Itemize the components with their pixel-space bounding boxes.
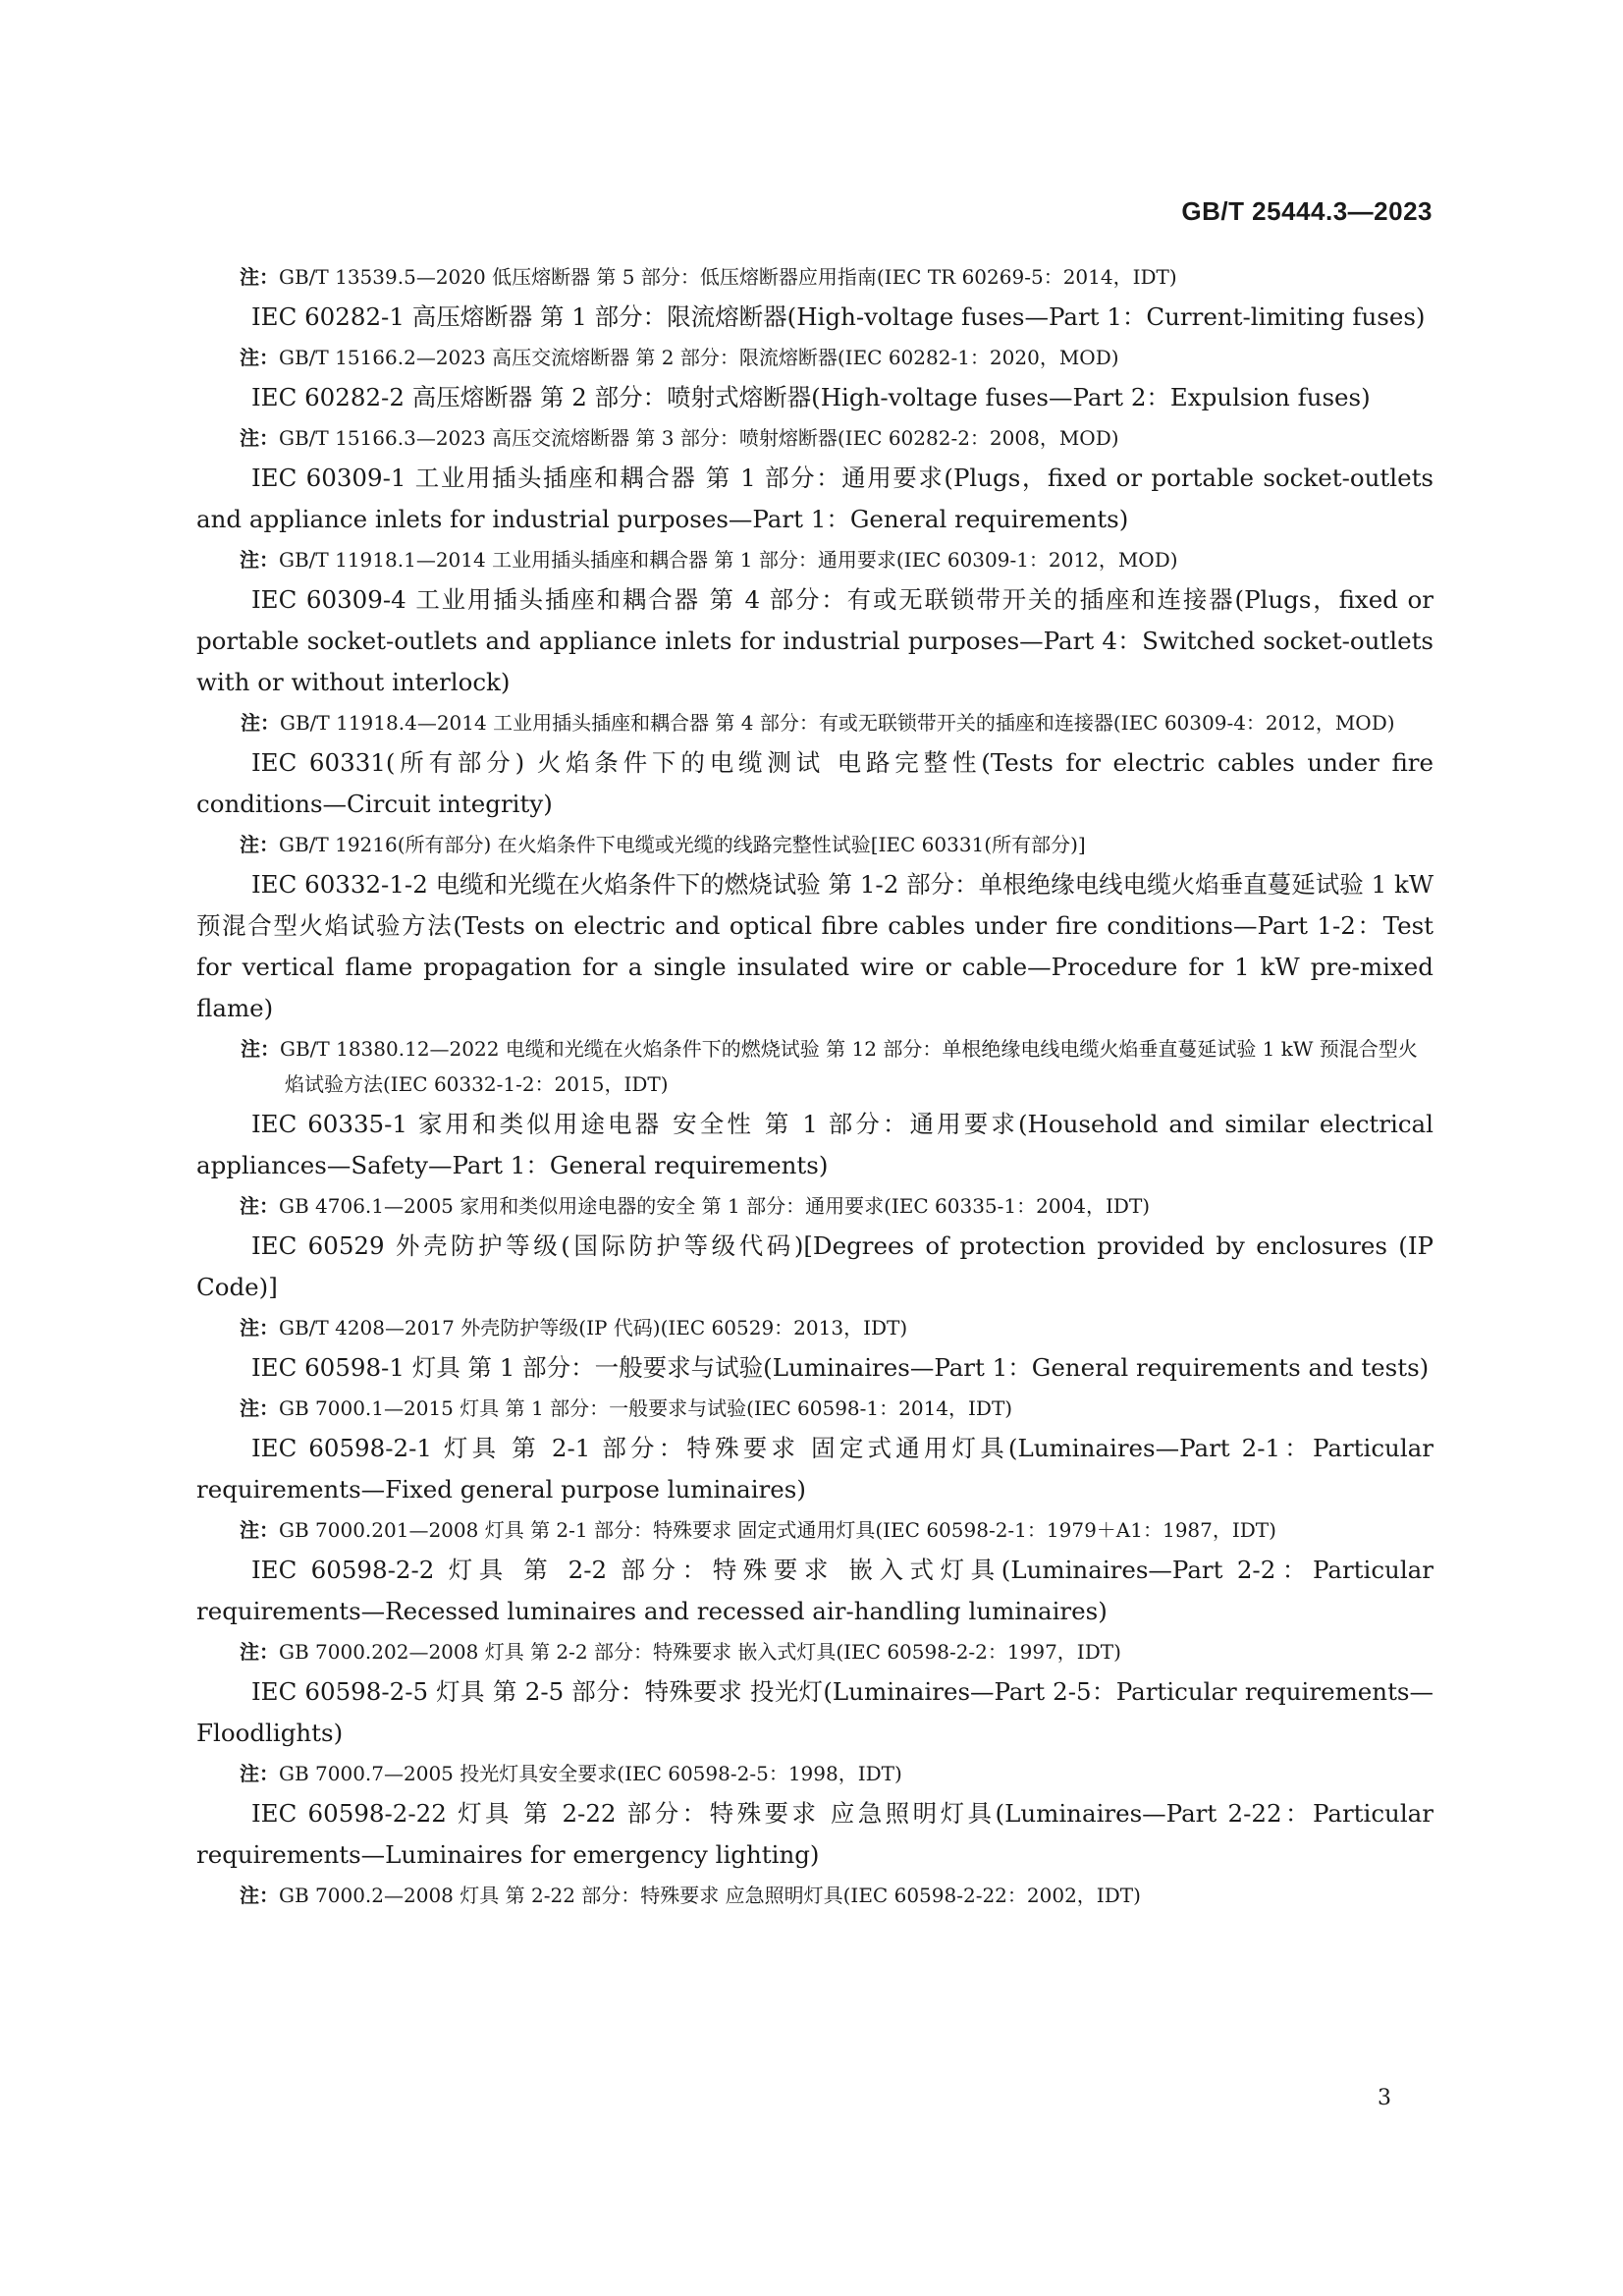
reference-note: 注：GB/T 15166.2—2023 高压交流熔断器 第 2 部分：限流熔断器(IEC 60282-1：2020，MOD): [240, 346, 1119, 369]
reference-entry: IEC 60332-1-2 电缆和光缆在火焰条件下的燃烧试验 第 1-2 部分：单根绝缘电线电缆火焰垂直蔓延试验 1 kW 预混合型火焰试验方法(Tests on electric and optical fibre cables under fire conditions—Part 1-2：Test for vertical flame propagation for a single insulated wire or cable—Procedure for 1 kW pre-mixed flame): [196, 870, 1434, 1022]
reference-note: 注：GB 7000.7—2005 投光灯具安全要求(IEC 60598-2-5：1998，IDT): [240, 1762, 902, 1785]
reference-entry: IEC 60598-2-22 灯具 第 2-22 部分：特殊要求 应急照明灯具(Luminaires—Part 2-22：Particular requirements—Luminaires for emergency lighting): [196, 1799, 1434, 1869]
reference-note: 注：GB/T 15166.3—2023 高压交流熔断器 第 3 部分：喷射熔断器(IEC 60282-2：2008，MOD): [240, 426, 1119, 450]
reference-note: 注：GB/T 11918.1—2014 工业用插头插座和耦合器 第 1 部分：通用要求(IEC 60309-1：2012，MOD): [240, 548, 1178, 572]
normative-references-list: [196, 257, 1434, 1915]
reference-entry: IEC 60331(所有部分) 火焰条件下的电缆测试 电路完整性(Tests for electric cables under fire conditions—Circuit integrity): [196, 748, 1434, 818]
reference-note: 注：GB 7000.2—2008 灯具 第 2-22 部分：特殊要求 应急照明灯具(IEC 60598-2-22：2002，IDT): [240, 1884, 1141, 1907]
reference-entry: IEC 60335-1 家用和类似用途电器 安全性 第 1 部分：通用要求(Household and similar electrical appliances—Safety—Part 1：General requirements): [196, 1110, 1434, 1179]
reference-entry: IEC 60598-2-2 灯具 第 2-2 部分：特殊要求 嵌入式灯具(Luminaires—Part 2-2：Particular requirements—Recessed luminaires and recessed air-handling luminaires): [196, 1556, 1434, 1625]
reference-entry: IEC 60598-2-1 灯具 第 2-1 部分：特殊要求 固定式通用灯具(Luminaires—Part 2-1：Particular requirements—Fixed general purpose luminaires): [196, 1434, 1434, 1503]
reference-entry: IEC 60598-1 灯具 第 1 部分：一般要求与试验(Luminaires—Part 1：General requirements and tests): [251, 1353, 1430, 1382]
reference-note: 注：GB/T 4208—2017 外壳防护等级(IP 代码)(IEC 60529：2013，IDT): [240, 1316, 908, 1339]
reference-entry: IEC 60309-4 工业用插头插座和耦合器 第 4 部分：有或无联锁带开关的插座和连接器(Plugs，fixed or portable socket-outlets and appliance inlets for industrial purposes—Part 4：Switched socket-outlets with or without interlock): [196, 585, 1434, 696]
reference-entry: IEC 60309-1 工业用插头插座和耦合器 第 1 部分：通用要求(Plugs，fixed or portable socket-outlets and appliance inlets for industrial purposes—Part 1：General requirements): [196, 464, 1434, 533]
reference-note: 注：GB/T 19216(所有部分) 在火焰条件下电缆或光缆的线路完整性试验[IEC 60331(所有部分)]: [240, 833, 1086, 856]
reference-note: 注：GB 7000.1—2015 灯具 第 1 部分：一般要求与试验(IEC 60598-1：2014，IDT): [240, 1396, 1013, 1420]
standard-number-header: GB/T 25444.3—2023: [1181, 196, 1433, 226]
reference-entry: IEC 60282-1 高压熔断器 第 1 部分：限流熔断器(High-voltage fuses—Part 1：Current-limiting fuses): [251, 302, 1426, 331]
reference-note: 注：GB 7000.201—2008 灯具 第 2-1 部分：特殊要求 固定式通用灯具(IEC 60598-2-1：1979＋A1：1987，IDT): [240, 1518, 1276, 1542]
reference-note: 注：GB/T 11918.4—2014 工业用插头插座和耦合器 第 4 部分：有或无联锁带开关的插座和连接器(IEC 60309-4：2012，MOD): [241, 711, 1395, 735]
reference-entry: IEC 60598-2-5 灯具 第 2-5 部分：特殊要求 投光灯(Luminaires—Part 2-5：Particular requirements—Floodlights): [196, 1677, 1434, 1747]
reference-note: 注：GB 7000.202—2008 灯具 第 2-2 部分：特殊要求 嵌入式灯具(IEC 60598-2-2：1997，IDT): [240, 1640, 1121, 1664]
reference-note: 注：GB/T 13539.5—2020 低压熔断器 第 5 部分：低压熔断器应用指南(IEC TR 60269-5：2014，IDT): [240, 265, 1177, 289]
reference-note: 注：GB 4706.1—2005 家用和类似用途电器的安全 第 1 部分：通用要求(IEC 60335-1：2004，IDT): [240, 1194, 1151, 1218]
reference-entry: IEC 60529 外壳防护等级(国际防护等级代码)[Degrees of protection provided by enclosures (IP Code)]: [196, 1231, 1434, 1301]
reference-note: 注：GB/T 18380.12—2022 电缆和光缆在火焰条件下的燃烧试验 第 12 部分：单根绝缘电线电缆火焰垂直蔓延试验 1 kW 预混合型火焰试验方法(IEC 60332-1-2：2015，IDT): [241, 1037, 1418, 1096]
reference-entry: IEC 60282-2 高压熔断器 第 2 部分：喷射式熔断器(High-voltage fuses—Part 2：Expulsion fuses): [251, 383, 1371, 411]
page-number: 3: [1378, 2086, 1391, 2110]
